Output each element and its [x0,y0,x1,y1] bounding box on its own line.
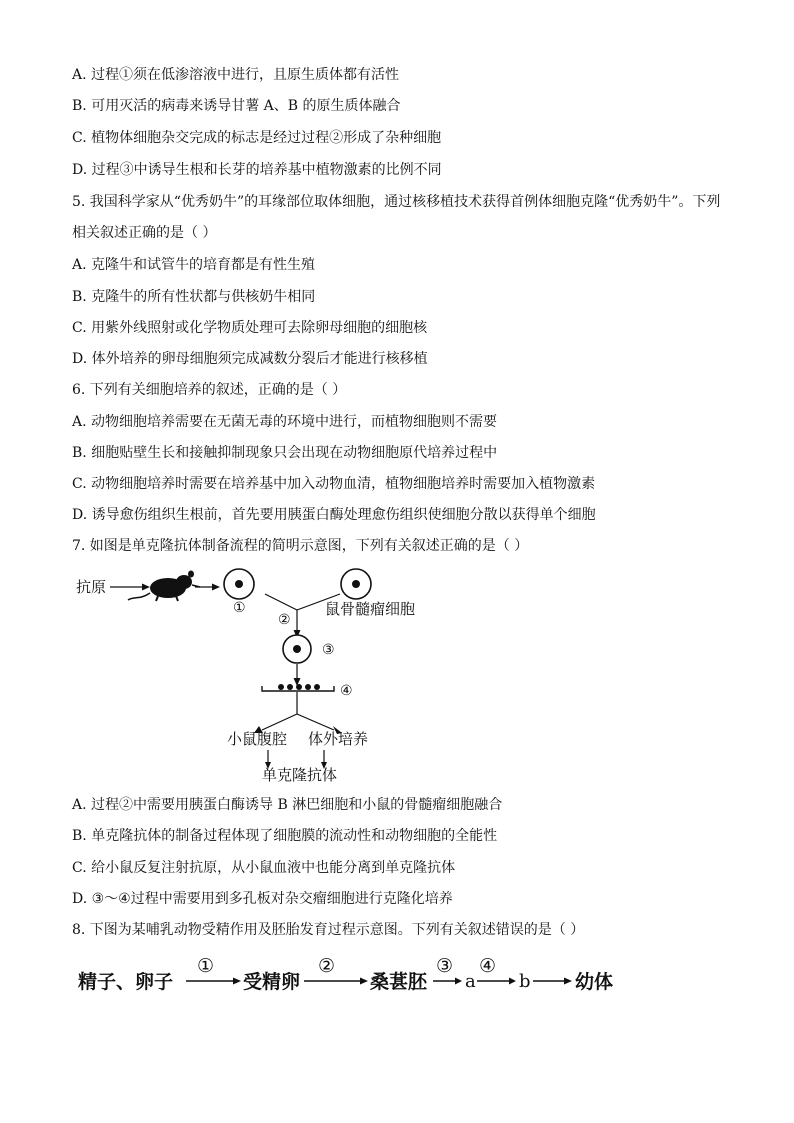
fertilization-flow-diagram [0,950,794,1010]
question-8-stem: 8. 下图为某哺乳动物受精作用及胚胎发育过程示意图。下列有关叙述错误的是（ ） [72,922,585,938]
hybridoma-cell [283,635,311,663]
step-1-label: ① [197,955,215,977]
option-4b: B. 可用灭活的病毒来诱导甘薯 A、B 的原生质体融合 [72,98,401,114]
option-5d: D. 体外培养的卵母细胞须完成减数分裂后才能进行核移植 [72,351,428,367]
option-4d: D. 过程③中诱导生根和长芽的培养基中植物激素的比例不同 [72,162,442,178]
option-4c: C. 植物体细胞杂交完成的标志是经过过程②形成了杂种细胞 [72,130,442,146]
sperm-egg-label: 精子、卵子 [78,971,174,993]
question-5-stem-cont: 相关叙述正确的是（ ） [72,225,217,241]
step-3-label: ③ [322,642,335,658]
option-6c: C. 动物细胞培养时需要在培养基中加入动物血清，植物细胞培养时需要加入植物激素 [72,476,596,492]
step-3-label: ③ [436,955,454,977]
mouse-icon [128,571,200,602]
step-4-label: ④ [479,955,497,977]
option-6a: A. 动物细胞培养需要在无菌无毒的环境中进行，而植物细胞则不需要 [72,414,498,430]
young-animal-label: 幼体 [575,971,614,993]
question-6-stem: 6. 下列有关细胞培养的叙述，正确的是（ ） [72,382,347,398]
monoclonal-antibody-label: 单克隆抗体 [262,766,338,784]
antigen-label: 抗原 [76,578,107,596]
option-7b: B. 单克隆抗体的制备过程体现了细胞膜的流动性和动物细胞的全能性 [72,828,498,844]
option-6d: D. 诱导愈伤组织生根前，首先要用胰蛋白酶处理愈伤组织使细胞分散以获得单个细胞 [72,507,596,523]
monoclonal-antibody-diagram [0,560,794,790]
option-5c: C. 用紫外线照射或化学物质处理可去除卵母细胞的细胞核 [72,320,428,336]
step-1-label: ① [233,600,246,616]
step-4-label: ④ [340,683,353,699]
mouse-cavity-label: 小鼠腹腔 [227,730,288,748]
option-4a: A. 过程①须在低渗溶液中进行，且原生质体都有活性 [72,67,400,83]
option-5a: A. 克隆牛和试管牛的培育都是有性生殖 [72,257,316,273]
zygote-label: 受精卵 [243,971,301,993]
step-2-label: ② [318,955,336,977]
b-lymphocyte-cell [224,569,254,599]
option-7d: D. ③～④过程中需要用到多孔板对杂交瘤细胞进行克隆化培养 [72,891,453,907]
stage-b-label: b [519,971,531,992]
option-7c: C. 给小鼠反复注射抗原，从小鼠血液中也能分离到单克隆抗体 [72,860,456,876]
step-2-label: ② [278,612,291,628]
stage-a-label: a [465,971,476,992]
option-6b: B. 细胞贴壁生长和接触抑制现象只会出现在动物细胞原代培养过程中 [72,445,498,461]
morula-label: 桑葚胚 [370,971,428,993]
option-7a: A. 过程②中需要用胰蛋白酶诱导 B 淋巴细胞和小鼠的骨髓瘤细胞融合 [72,797,503,813]
in-vitro-label: 体外培养 [308,730,369,748]
question-5-stem: 5. 我国科学家从“优秀奶牛”的耳缘部位取体细胞，通过核移植技术获得首例体细胞克隆“优秀奶牛”。下列 [72,194,721,210]
question-7-stem: 7. 如图是单克隆抗体制备流程的简明示意图，下列有关叙述正确的是（ ） [72,538,529,554]
myeloma-label: 鼠骨髓瘤细胞 [325,600,416,618]
culture-dish [262,684,334,691]
myeloma-cell [341,569,371,599]
option-5b: B. 克隆牛的所有性状都与供核奶牛相同 [72,289,316,305]
